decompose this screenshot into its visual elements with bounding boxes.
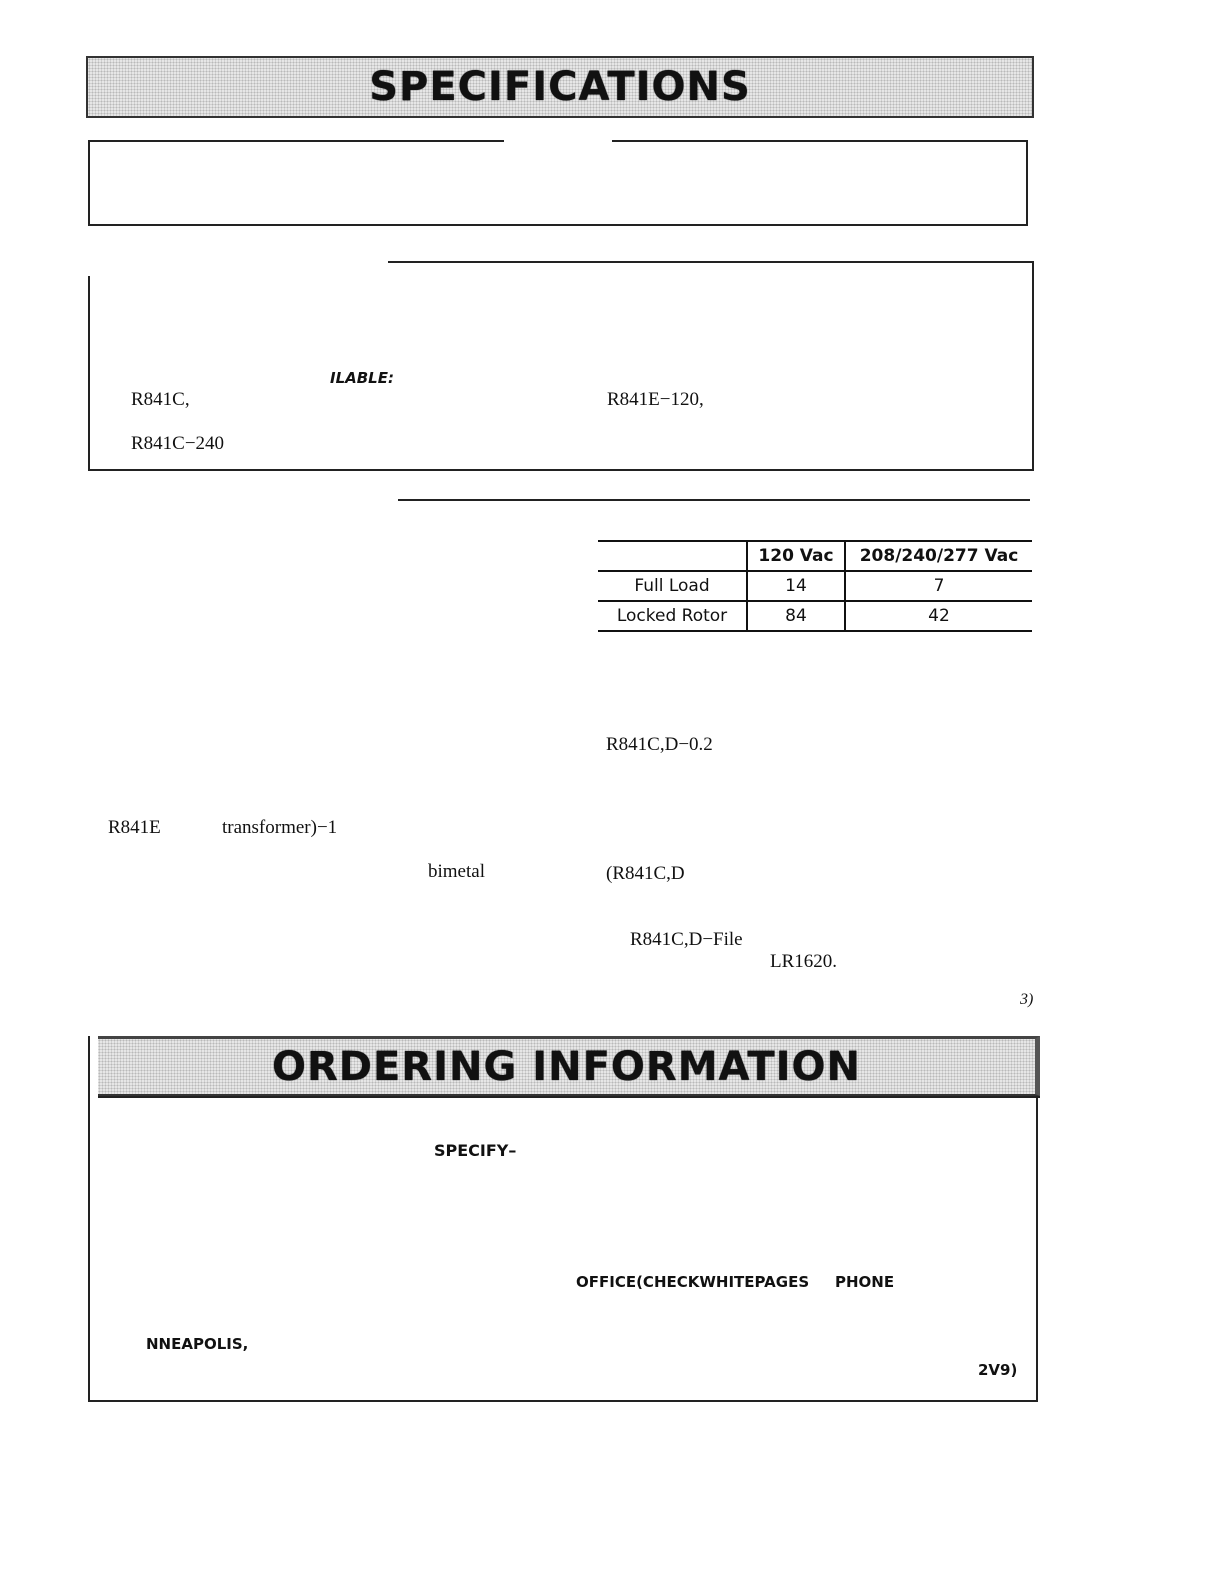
fragment-bimetal: bimetal bbox=[428, 861, 485, 882]
phone-label: PHONE bbox=[835, 1273, 895, 1291]
ordering-box-left bbox=[88, 1036, 90, 1402]
table-row bbox=[598, 601, 1032, 631]
fragment-r841e: R841E bbox=[108, 817, 161, 838]
model-r841e-120: R841E−120, bbox=[607, 389, 704, 410]
cell-locked-rotor-120: 84 bbox=[747, 601, 845, 631]
table-header-208-240-277vac: 208/240/277 Vac bbox=[845, 541, 1032, 571]
section-rule bbox=[398, 499, 1030, 501]
minneapolis-fragment: NNEAPOLIS, bbox=[146, 1335, 249, 1353]
ordering-box-right bbox=[1036, 1096, 1038, 1402]
table-header-120vac: 120 Vac bbox=[747, 541, 845, 571]
models-box-bottom bbox=[88, 469, 1034, 471]
office-check-white-pages: OFFICE(CHECKWHITEPAGES bbox=[576, 1273, 810, 1291]
models-box-right bbox=[1032, 261, 1034, 471]
intro-box-bottom bbox=[88, 224, 1028, 226]
cell-full-load-120: 14 bbox=[747, 571, 845, 601]
footnote-3: 3) bbox=[1020, 991, 1034, 1008]
fragment-lr1620: LR1620. bbox=[770, 951, 838, 972]
row-label-full-load: Full Load bbox=[598, 571, 747, 601]
fragment-r841cd-paren: (R841C,D bbox=[606, 863, 685, 884]
fragment-transformer: transformer)−1 bbox=[222, 817, 338, 838]
specifications-title: SPECIFICATIONS bbox=[369, 64, 751, 110]
ordering-information-title: ORDERING INFORMATION bbox=[271, 1043, 862, 1090]
intro-box-top-right bbox=[612, 140, 1028, 142]
form-code: 2V9) bbox=[978, 1361, 1018, 1379]
table-header-row bbox=[598, 541, 1032, 571]
specifications-banner bbox=[86, 56, 1034, 118]
ordering-box-bottom bbox=[88, 1400, 1038, 1402]
intro-box-left bbox=[88, 140, 90, 226]
model-r841c: R841C, bbox=[131, 389, 190, 410]
models-box-left bbox=[88, 276, 90, 471]
fragment-r841cd-file: R841C,D−File bbox=[630, 929, 743, 950]
ordering-banner-underline bbox=[98, 1096, 1040, 1098]
table-row bbox=[598, 571, 1032, 601]
table-header-blank bbox=[598, 541, 747, 571]
models-box-top bbox=[388, 261, 1034, 263]
intro-box-right bbox=[1026, 140, 1028, 226]
row-label-locked-rotor: Locked Rotor bbox=[598, 601, 747, 631]
models-available-label: ILABLE: bbox=[330, 369, 394, 387]
cell-full-load-208: 7 bbox=[845, 571, 1032, 601]
cell-locked-rotor-208: 42 bbox=[845, 601, 1032, 631]
ordering-information-banner bbox=[98, 1036, 1040, 1096]
model-r841c-240: R841C−240 bbox=[131, 433, 225, 454]
specify-label: SPECIFY– bbox=[434, 1141, 517, 1160]
electrical-ratings-table bbox=[598, 540, 1032, 632]
fragment-r841cd-0-2: R841C,D−0.2 bbox=[606, 734, 713, 755]
intro-box-top-left bbox=[88, 140, 504, 142]
